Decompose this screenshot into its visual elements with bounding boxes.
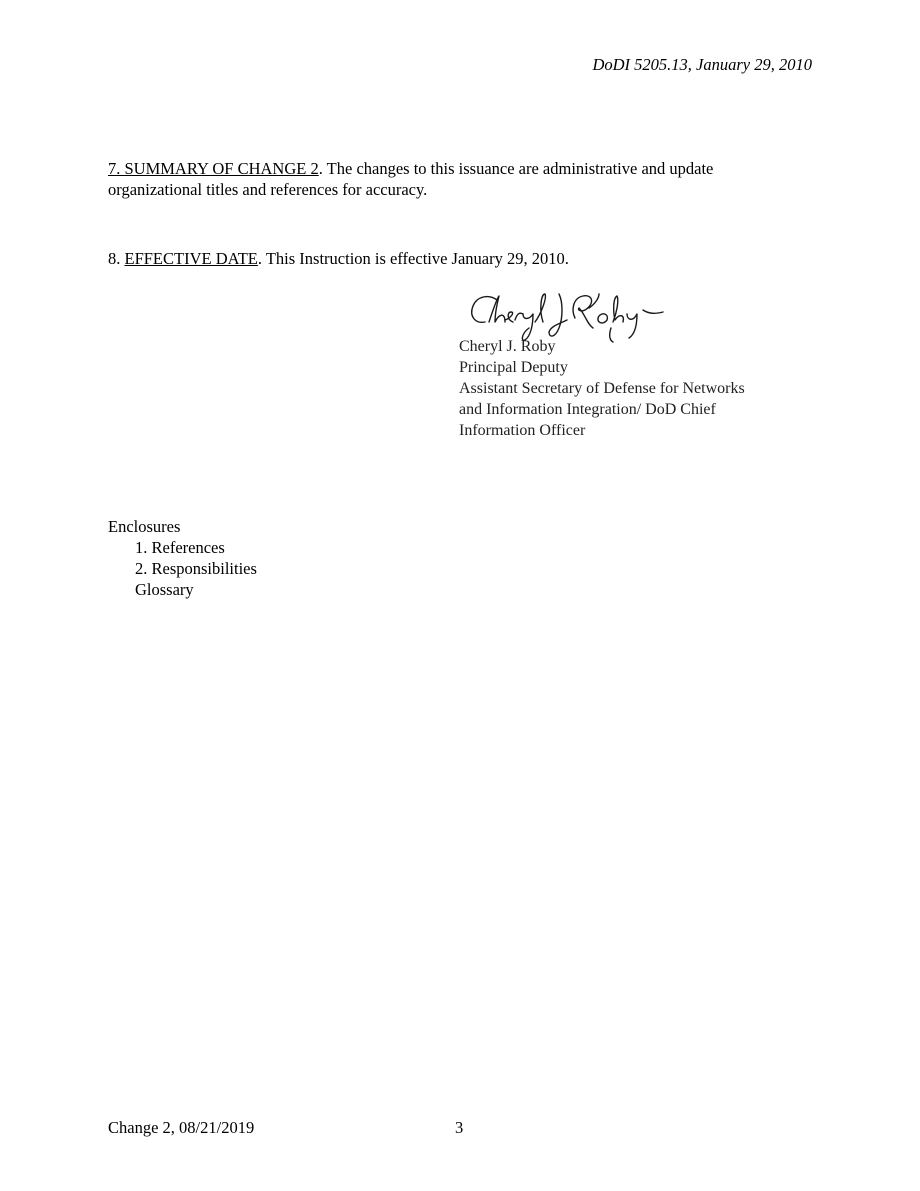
signature-block — [459, 288, 819, 441]
footer-change-note: Change 2, 08/21/2019 — [108, 1118, 255, 1137]
section-7-heading — [108, 159, 319, 178]
section-7-summary-of-change — [108, 158, 808, 200]
signer-name: Cheryl J. Roby — [459, 338, 556, 355]
signer-title-line-2: Assistant Secretary of Defense for Networks — [459, 380, 745, 397]
section-8-title: EFFECTIVE DATE — [124, 249, 258, 268]
signer-title-line-3: and Information Integration/ DoD Chief — [459, 401, 716, 418]
document-header: DoDI 5205.13, January 29, 2010 — [592, 55, 812, 74]
enclosures-heading: Enclosures — [108, 517, 181, 536]
section-8-number: 8. — [108, 249, 125, 268]
signature-lines — [459, 336, 819, 441]
section-7-number: 7. — [108, 159, 125, 178]
footer-page-number: 3 — [455, 1118, 464, 1137]
enclosures-list — [108, 516, 257, 600]
section-8-text: . This Instruction is effective January 29, 2010. — [257, 249, 569, 268]
signer-title-line-1: Principal Deputy — [459, 359, 568, 376]
signer-title-line-4: Information Officer — [459, 422, 586, 439]
section-7-title: SUMMARY OF CHANGE 2 — [124, 159, 319, 178]
enclosure-item-glossary: Glossary — [135, 580, 194, 599]
section-8-effective-date — [108, 248, 808, 269]
section-7-text: . The changes to this issuance are administrative and update organizational titles and references for accuracy. — [108, 159, 714, 199]
enclosure-item-references: 1. References — [135, 538, 225, 557]
enclosure-item-responsibilities: 2. Responsibilities — [135, 559, 257, 578]
